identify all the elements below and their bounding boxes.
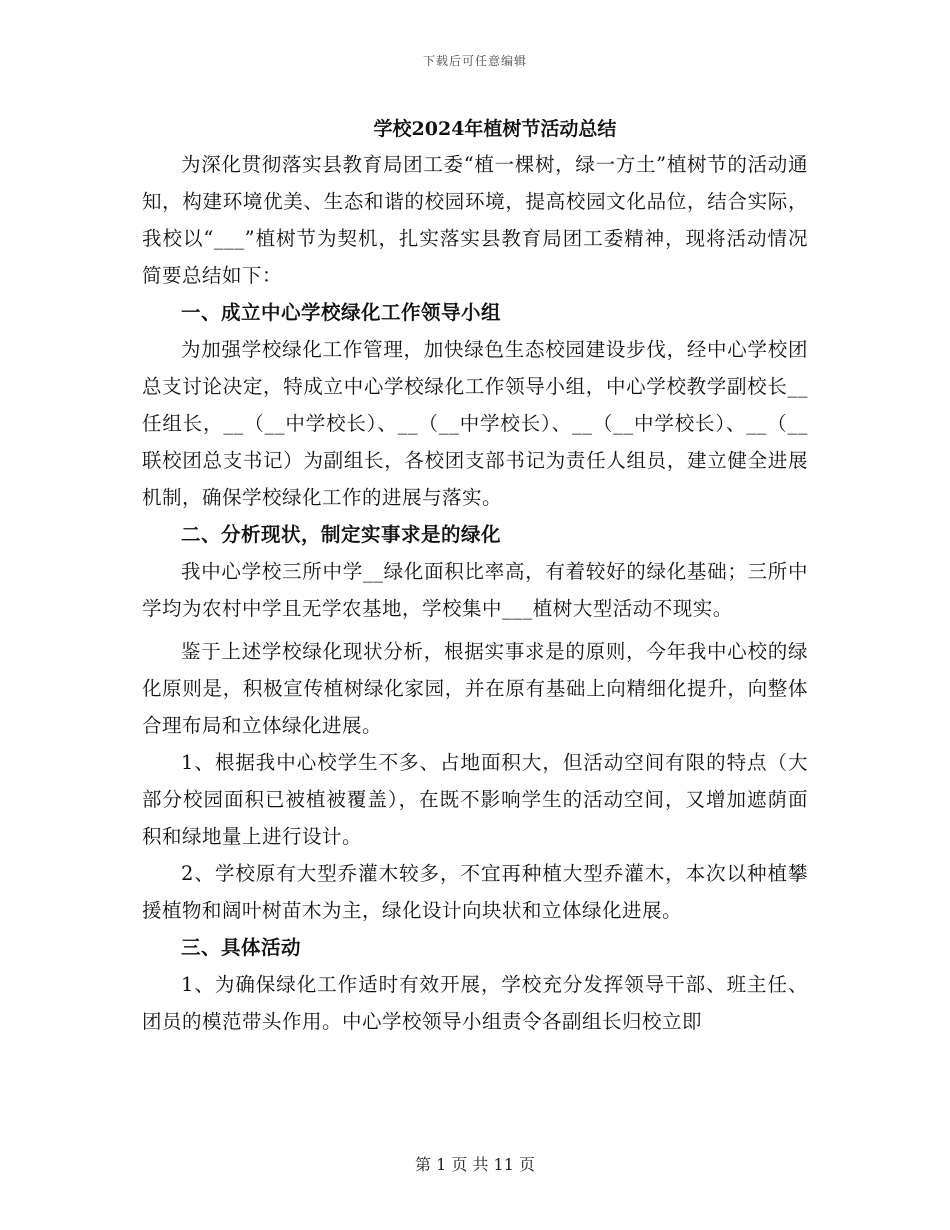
section-2-paragraph-2: 鉴于上述学校绿化现状分析，根据实事求是的原则，今年我中心校的绿化原则是，积极宣传植树绿化家园，并在原有基础上向精细化提升，向整体合理布局和立体绿化进展。 [142, 640, 808, 737]
header-note: 下载后可任意编辑 [422, 54, 527, 68]
document-title: 学校2024年植树节活动总结 [373, 118, 617, 140]
page-number-footer: 第 1 页 共 11 页 [415, 1155, 535, 1174]
section-2-item-2: 2、学校原有大型乔灌木较多，不宜再种植大型乔灌木，本次以种植攀援植物和阔叶树苗木为主，绿化设计向块状和立体绿化进展。 [142, 862, 808, 922]
intro-paragraph: 为深化贯彻落实县教育局团工委“植一棵树，绿一方土”植树节的活动通知，构建环境优美、生态和谐的校园环境，提高校园文化品位，结合实际，我校以“___”植树节为契机，扎实落实县教育局团工委精神，现将活动情况简要总结如下： [142, 153, 808, 287]
section-2-paragraph-1: 我中心学校三所中学__绿化面积比率高，有着较好的绿化基础；三所中学均为农村中学且无学农基地，学校集中___植树大型活动不现实。 [142, 560, 808, 620]
section-heading-3: 三、具体活动 [181, 936, 302, 959]
section-3-item-1: 1、为确保绿化工作适时有效开展，学校充分发挥领导干部、班主任、团员的模范带头作用。中心学校领导小组责令各副组长归校立即 [142, 973, 808, 1033]
section-heading-1: 一、成立中心学校绿化工作领导小组 [181, 301, 502, 324]
section-1-paragraph: 为加强学校绿化工作管理，加快绿色生态校园建设步伐，经中心学校团总支讨论决定，特成立中心学校绿化工作领导小组，中心学校教学副校长__任组长，__（__中学校长）、__（__中学校长）、__（__中学校长）、__（__联校团总支书记）为副组长，各校团支部书记为责任人组员，建立健全进展机制，确保学校绿化工作的进展与落实。 [142, 338, 808, 509]
document-body [142, 112, 808, 1040]
section-heading-2: 二、分析现状，制定实事求是的绿化 [181, 523, 502, 546]
section-2-item-1: 1、根据我中心校学生不多、占地面积大，但活动空间有限的特点（大部分校园面积已被植被覆盖），在既不影响学生的活动空间，又增加遮荫面积和绿地量上进行设计。 [142, 751, 808, 848]
